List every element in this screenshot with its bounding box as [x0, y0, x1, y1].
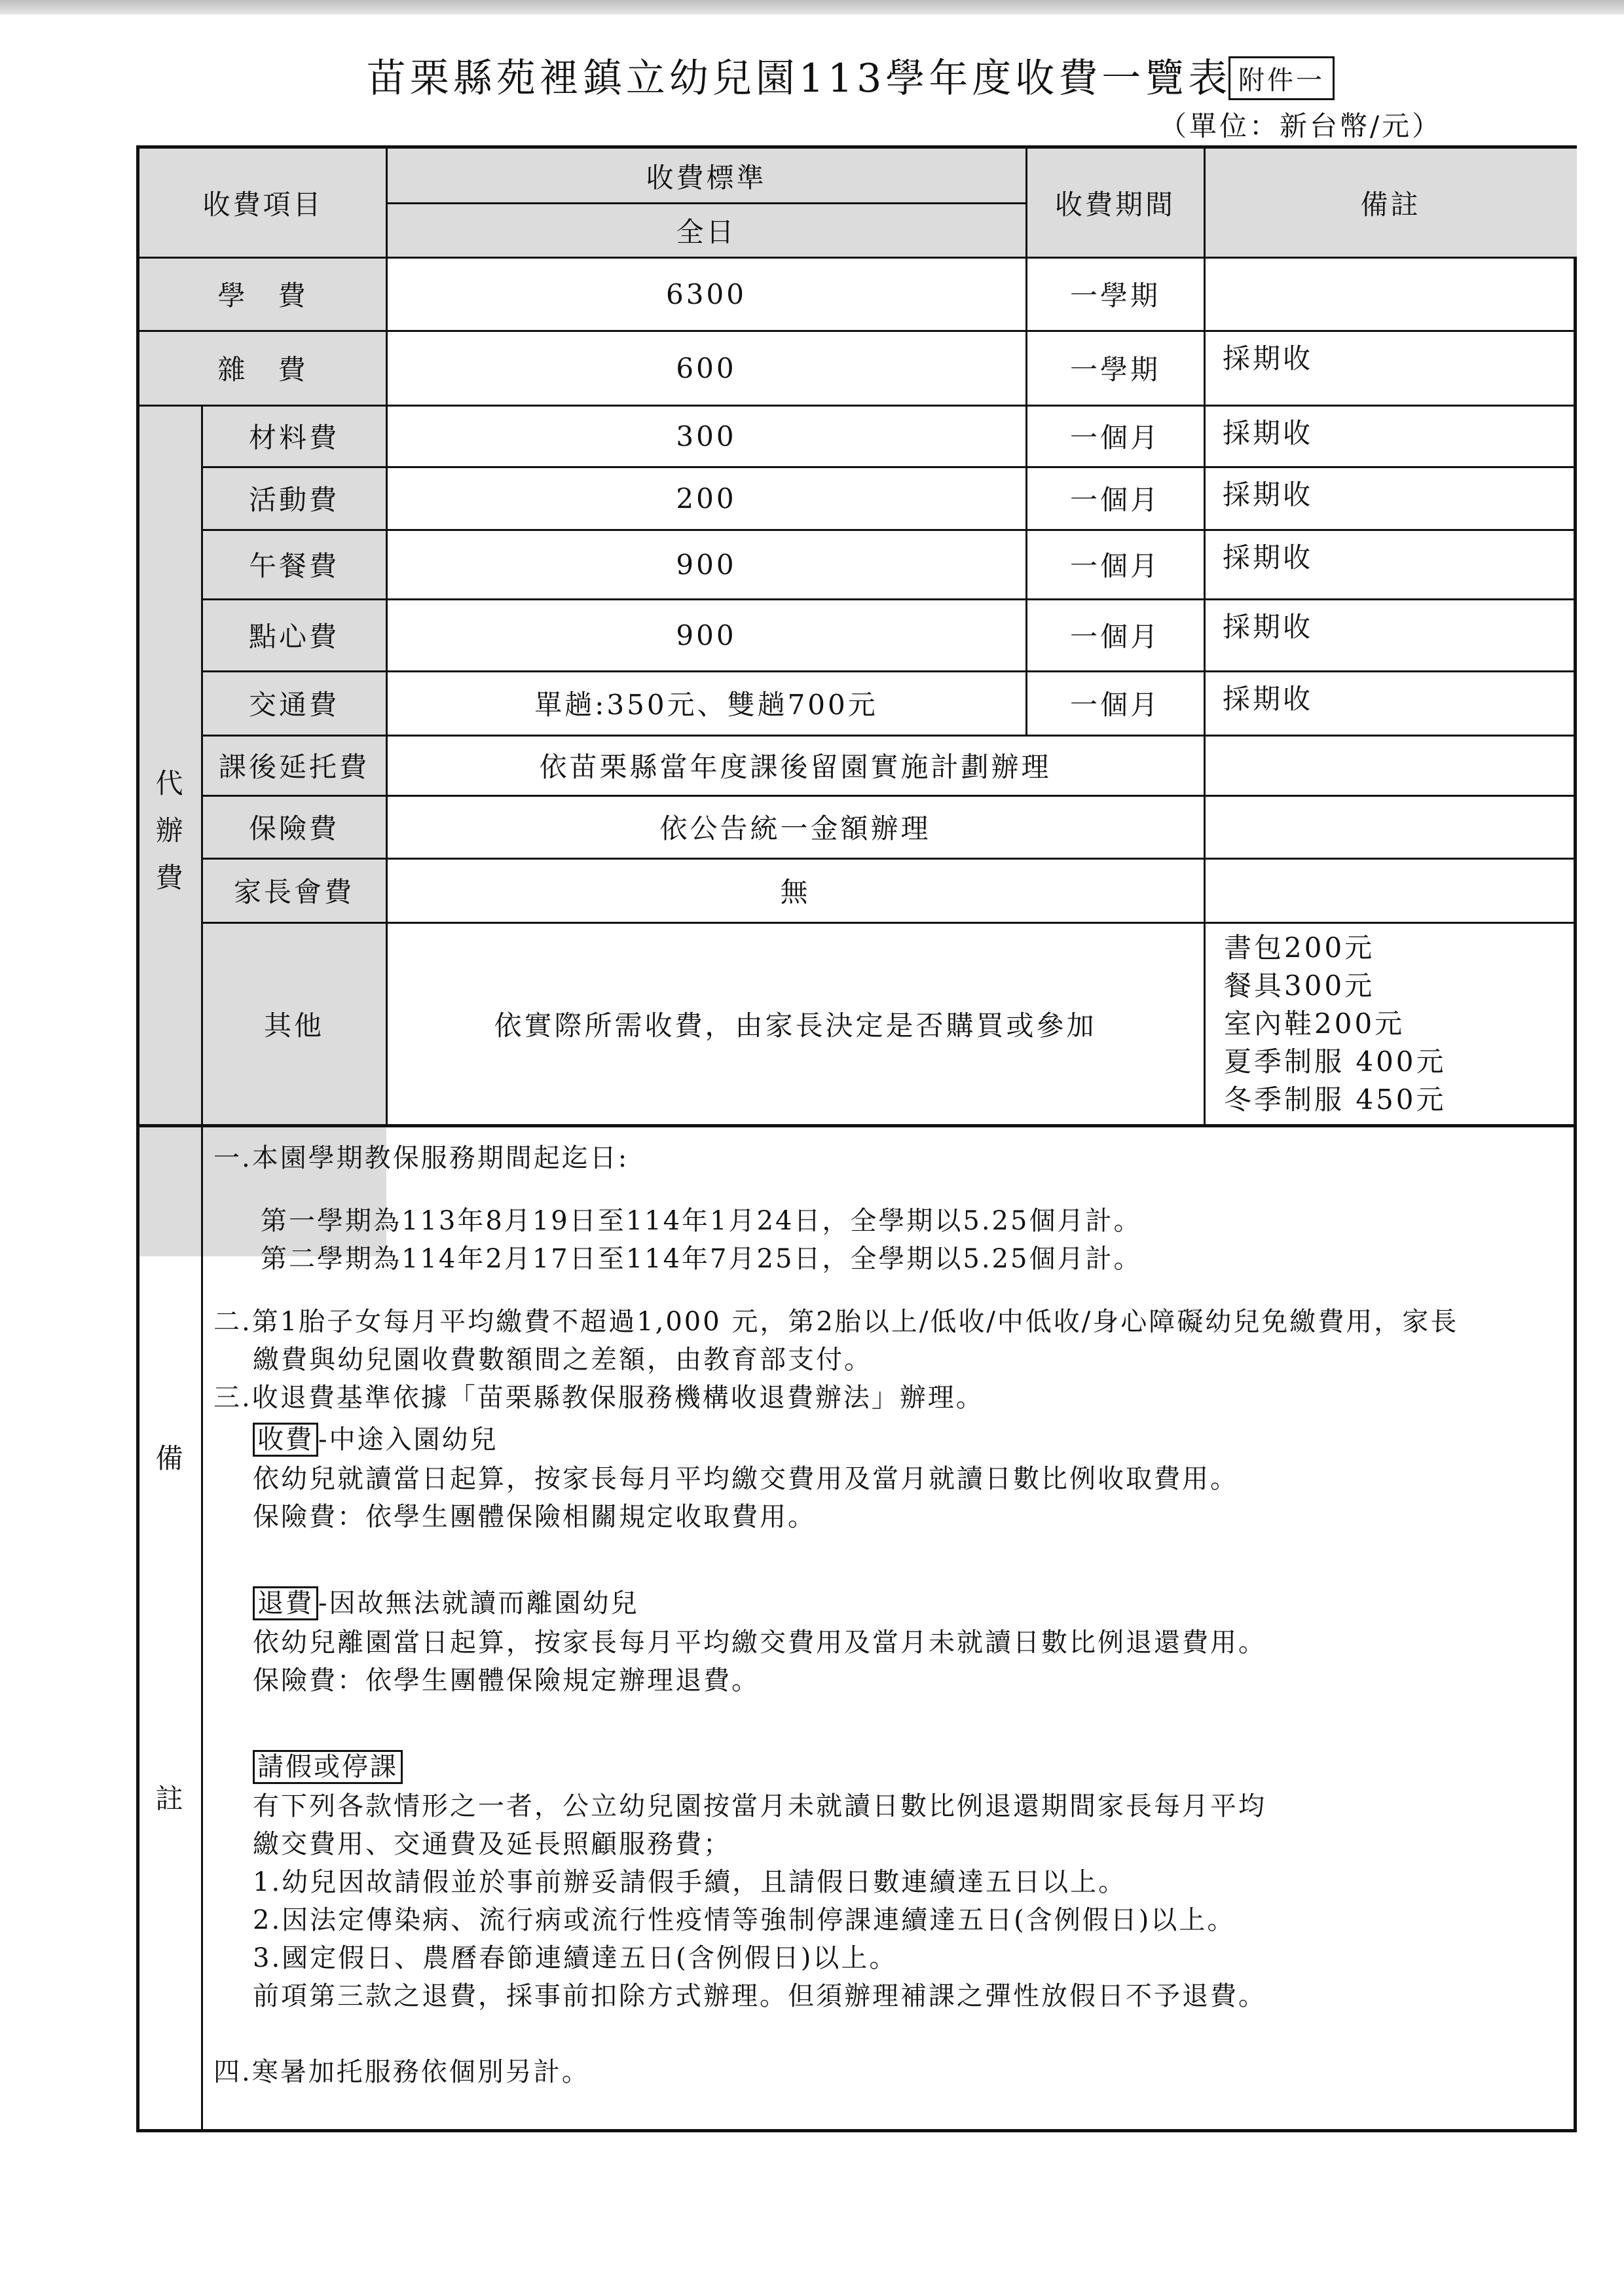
notes-label: 備 註	[155, 1442, 186, 1815]
charge-box: 收費	[253, 1423, 318, 1457]
grid-line	[202, 466, 1577, 468]
row-snack-standard: 900	[676, 619, 737, 651]
grid-line	[202, 529, 1577, 531]
row-misc-period: 一學期	[1069, 354, 1160, 386]
row-transport-remark: 採期收	[1223, 683, 1314, 715]
grid-line	[202, 795, 1577, 797]
row-parent-assoc-item: 家長會費	[233, 876, 354, 908]
note-3-title: 三.收退費基準依據「苗栗縣教保服務機構收退費辦法」辦理。	[213, 1383, 984, 1413]
row-lunch-remark: 採期收	[1223, 541, 1314, 574]
leave-item-2: 2.因法定傳染病、流行病或流行性疫情等強制停課連續達五日(含例假日)以上。	[253, 1905, 1236, 1935]
grid-line	[1204, 149, 1206, 1125]
leave-box: 請假或停課	[253, 1750, 403, 1784]
row-activity-item: 活動費	[248, 484, 339, 516]
row-transport-period: 一個月	[1069, 689, 1160, 721]
row-tuition-standard: 6300	[666, 278, 747, 310]
row-tuition-item: 學 費	[217, 280, 308, 312]
grid-line	[386, 202, 1026, 204]
row-insurance-item: 保險費	[248, 812, 339, 845]
currency-unit: （單位：新台幣/元）	[1159, 110, 1443, 142]
agency-fee-label: 代 辦 費	[155, 767, 186, 894]
note-1-line-2: 第二學期為114年2月17日至114年7月25日，全學期以5.25個月計。	[261, 1244, 1142, 1274]
row-parent-assoc-standard: 無	[780, 876, 811, 908]
row-misc-item: 雜 費	[217, 354, 308, 386]
header-remarks: 備註	[1204, 149, 1577, 257]
row-tuition-period: 一學期	[1069, 280, 1160, 312]
row-misc-remark: 採期收	[1223, 342, 1314, 374]
row-activity-period: 一個月	[1069, 484, 1160, 516]
row-material-item: 材料費	[248, 422, 339, 454]
row-transport-item: 交通費	[248, 689, 339, 721]
grid-line	[202, 670, 1577, 672]
grid-line	[386, 149, 388, 1125]
leave-item-1: 1.幼兒因故請假並於事前辦妥請假手續，且請假日數連續達五日以上。	[253, 1867, 1127, 1897]
charge-line-1: 依幼兒就讀當日起算，按家長每月平均繳交費用及當月就讀日數比例收取費用。	[253, 1464, 1238, 1494]
row-other-remarks: 書包200元 餐具300元 室內鞋200元 夏季制服 400元 冬季制服 450元	[1224, 932, 1447, 1116]
grid-line	[1025, 149, 1027, 735]
grid-line	[139, 1124, 1577, 1127]
grid-line	[202, 922, 1577, 924]
row-snack-period: 一個月	[1069, 621, 1160, 653]
refund-line-1: 依幼兒離園當日起算，按家長每月平均繳交費用及當月未就讀日數比例退還費用。	[253, 1628, 1266, 1658]
note-2-line-2: 繳費與幼兒園收費數額間之差額，由教育部支付。	[253, 1345, 872, 1375]
header-standard: 收費標準	[386, 149, 1026, 203]
note-1-title: 一.本園學期教保服務期間起迄日:	[213, 1143, 629, 1173]
leave-line-3: 前項第三款之退費，採事前扣除方式辦理。但須辦理補課之彈性放假日不予退費。	[253, 1981, 1266, 2011]
grid-line	[139, 330, 1577, 332]
row-snack-remark: 採期收	[1223, 611, 1314, 643]
charge-line-2: 保險費：依學生團體保險相關規定收取費用。	[253, 1502, 816, 1532]
row-lunch-item: 午餐費	[248, 550, 339, 582]
leave-line-2: 繳交費用、交通費及延長照顧服務費；	[253, 1829, 731, 1859]
row-material-remark: 採期收	[1223, 417, 1314, 449]
row-snack-item: 點心費	[248, 621, 339, 653]
row-misc-standard: 600	[676, 352, 737, 384]
grid-line	[201, 405, 203, 2132]
row-lunch-standard: 900	[676, 548, 737, 581]
charge-heading: 收費 -中途入園幼兒	[253, 1421, 498, 1459]
note-1-line-1: 第一學期為113年8月19日至114年1月24日，全學期以5.25個月計。	[261, 1206, 1142, 1236]
row-insurance-standard: 依公告統一金額辦理	[659, 812, 931, 845]
refund-line-2: 保險費：依學生團體保險規定辦理退費。	[253, 1666, 760, 1696]
row-afterschool-item: 課後延托費	[218, 751, 369, 783]
leave-heading	[253, 1748, 403, 1786]
row-lunch-period: 一個月	[1069, 550, 1160, 582]
row-material-standard: 300	[676, 420, 737, 452]
header-full-day: 全日	[386, 203, 1026, 257]
leave-line-1: 有下列各款情形之一者，公立幼兒園按當月未就讀日數比例退還期間家長每月平均	[253, 1791, 1266, 1821]
row-activity-standard: 200	[676, 482, 737, 515]
row-material-period: 一個月	[1069, 422, 1160, 454]
grid-line	[202, 858, 1577, 860]
grid-line	[139, 257, 1577, 259]
row-afterschool-standard: 依苗栗縣當年度課後留園實施計劃辦理	[539, 751, 1052, 783]
leave-item-3: 3.國定假日、農曆春節連續達五日(含例假日)以上。	[253, 1943, 898, 1973]
grid-line	[139, 405, 1577, 407]
header-period: 收費期間	[1026, 149, 1204, 257]
note-4: 四.寒暑加托服務依個別另計。	[213, 2057, 590, 2087]
note-2-line-1: 二.第1胎子女每月平均繳費不超過1,000 元，第2胎以上/低收/中低收/身心障礙幼兒免繳費用，家長	[213, 1307, 1459, 1337]
row-transport-standard: 單趟:350元、雙趟700元	[534, 689, 878, 721]
grid-line	[202, 598, 1577, 600]
attachment-label: 附件一	[1228, 56, 1335, 100]
page-title: 苗栗縣苑裡鎮立幼兒園113學年度收費一覽表	[366, 56, 1232, 101]
scan-edge	[0, 0, 1624, 14]
refund-box: 退費	[253, 1586, 318, 1620]
row-activity-remark: 採期收	[1223, 479, 1314, 511]
grid-line	[202, 735, 1577, 737]
row-other-item: 其他	[263, 1010, 324, 1042]
header-item: 收費項目	[139, 149, 386, 257]
row-other-standard: 依實際所需收費，由家長決定是否購買或參加	[494, 1010, 1097, 1042]
refund-heading: 退費 -因故無法就讀而離園幼兒	[253, 1584, 639, 1622]
